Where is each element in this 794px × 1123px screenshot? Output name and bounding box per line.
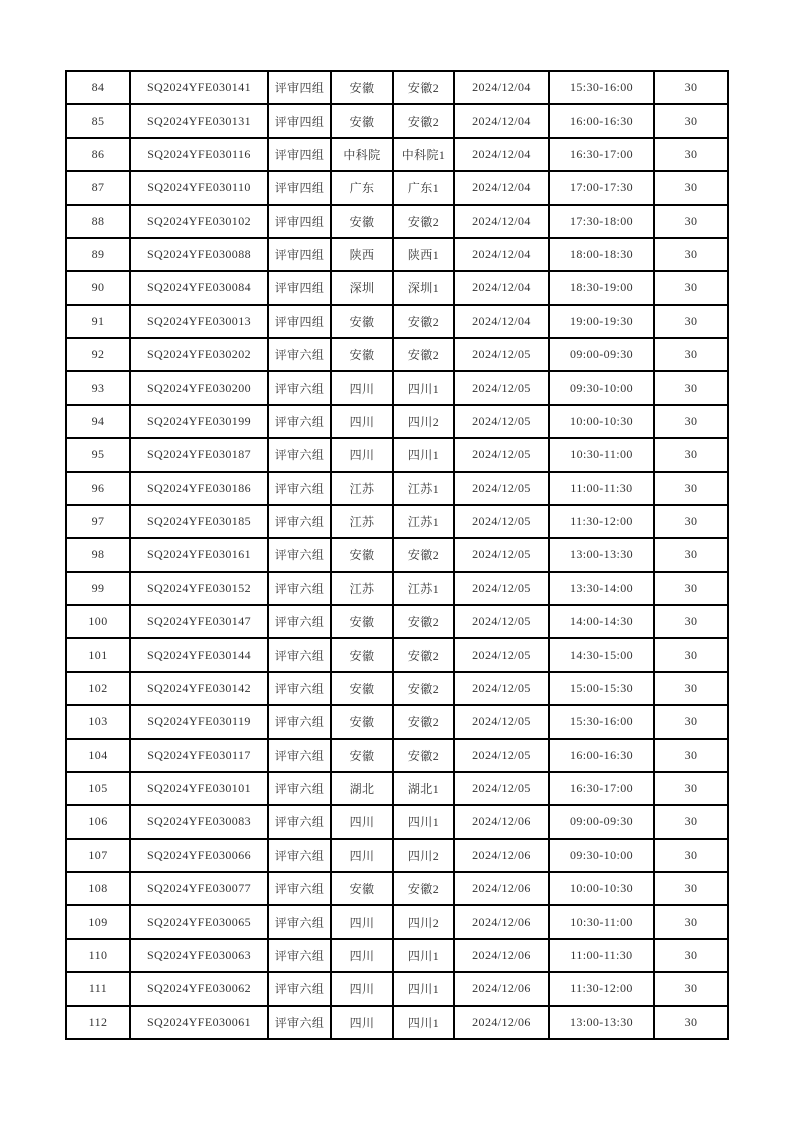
cell-province: 安徽 [331, 705, 393, 738]
cell-application-id: SQ2024YFE030199 [130, 405, 268, 438]
cell-room: 陕西1 [393, 238, 454, 271]
cell-review-group: 评审六组 [268, 405, 331, 438]
cell-review-group: 评审四组 [268, 205, 331, 238]
cell-time-slot: 09:30-10:00 [549, 371, 654, 404]
cell-index: 95 [66, 438, 130, 471]
cell-application-id: SQ2024YFE030110 [130, 171, 268, 204]
cell-index: 99 [66, 572, 130, 605]
cell-duration: 30 [654, 772, 728, 805]
cell-date: 2024/12/06 [454, 972, 549, 1005]
cell-room: 安徽2 [393, 672, 454, 705]
table-row [66, 705, 728, 738]
cell-index: 100 [66, 605, 130, 638]
cell-review-group: 评审六组 [268, 872, 331, 905]
cell-room: 四川2 [393, 405, 454, 438]
cell-index: 102 [66, 672, 130, 705]
cell-time-slot: 14:30-15:00 [549, 638, 654, 671]
table-row [66, 739, 728, 772]
cell-duration: 30 [654, 939, 728, 972]
cell-province: 湖北 [331, 772, 393, 805]
cell-duration: 30 [654, 905, 728, 938]
cell-time-slot: 11:30-12:00 [549, 505, 654, 538]
table-row [66, 772, 728, 805]
table-row [66, 371, 728, 404]
cell-date: 2024/12/04 [454, 71, 549, 104]
cell-duration: 30 [654, 438, 728, 471]
cell-index: 101 [66, 638, 130, 671]
cell-duration: 30 [654, 739, 728, 772]
cell-room: 四川1 [393, 939, 454, 972]
cell-index: 87 [66, 171, 130, 204]
cell-time-slot: 11:00-11:30 [549, 472, 654, 505]
cell-index: 97 [66, 505, 130, 538]
cell-time-slot: 09:00-09:30 [549, 338, 654, 371]
cell-time-slot: 16:00-16:30 [549, 739, 654, 772]
cell-index: 85 [66, 104, 130, 137]
cell-application-id: SQ2024YFE030186 [130, 472, 268, 505]
cell-province: 四川 [331, 972, 393, 1005]
cell-province: 安徽 [331, 739, 393, 772]
cell-date: 2024/12/05 [454, 405, 549, 438]
cell-index: 89 [66, 238, 130, 271]
cell-time-slot: 11:30-12:00 [549, 972, 654, 1005]
cell-duration: 30 [654, 505, 728, 538]
table-row [66, 271, 728, 304]
cell-application-id: SQ2024YFE030102 [130, 205, 268, 238]
table-row [66, 338, 728, 371]
cell-review-group: 评审六组 [268, 805, 331, 838]
cell-date: 2024/12/05 [454, 605, 549, 638]
cell-time-slot: 19:00-19:30 [549, 305, 654, 338]
cell-room: 江苏1 [393, 572, 454, 605]
cell-index: 106 [66, 805, 130, 838]
cell-index: 110 [66, 939, 130, 972]
cell-application-id: SQ2024YFE030065 [130, 905, 268, 938]
cell-province: 安徽 [331, 104, 393, 137]
cell-index: 104 [66, 739, 130, 772]
cell-application-id: SQ2024YFE030062 [130, 972, 268, 1005]
cell-time-slot: 17:30-18:00 [549, 205, 654, 238]
cell-review-group: 评审四组 [268, 271, 331, 304]
cell-review-group: 评审六组 [268, 638, 331, 671]
cell-province: 安徽 [331, 338, 393, 371]
cell-time-slot: 16:30-17:00 [549, 772, 654, 805]
cell-duration: 30 [654, 538, 728, 571]
cell-room: 广东1 [393, 171, 454, 204]
cell-time-slot: 13:00-13:30 [549, 538, 654, 571]
cell-index: 93 [66, 371, 130, 404]
cell-time-slot: 10:30-11:00 [549, 905, 654, 938]
cell-date: 2024/12/06 [454, 839, 549, 872]
cell-review-group: 评审六组 [268, 338, 331, 371]
cell-index: 86 [66, 138, 130, 171]
cell-review-group: 评审四组 [268, 305, 331, 338]
cell-time-slot: 16:30-17:00 [549, 138, 654, 171]
cell-room: 安徽2 [393, 705, 454, 738]
table-row [66, 138, 728, 171]
cell-application-id: SQ2024YFE030142 [130, 672, 268, 705]
table-row [66, 505, 728, 538]
cell-province: 安徽 [331, 605, 393, 638]
cell-application-id: SQ2024YFE030063 [130, 939, 268, 972]
cell-duration: 30 [654, 638, 728, 671]
cell-room: 四川1 [393, 1006, 454, 1040]
cell-date: 2024/12/05 [454, 472, 549, 505]
cell-application-id: SQ2024YFE030077 [130, 872, 268, 905]
cell-review-group: 评审四组 [268, 104, 331, 137]
cell-time-slot: 15:30-16:00 [549, 705, 654, 738]
cell-province: 安徽 [331, 872, 393, 905]
cell-review-group: 评审六组 [268, 939, 331, 972]
cell-duration: 30 [654, 205, 728, 238]
cell-province: 四川 [331, 1006, 393, 1040]
cell-date: 2024/12/06 [454, 872, 549, 905]
table-row [66, 104, 728, 137]
cell-application-id: SQ2024YFE030187 [130, 438, 268, 471]
cell-duration: 30 [654, 839, 728, 872]
cell-time-slot: 10:30-11:00 [549, 438, 654, 471]
cell-room: 安徽2 [393, 305, 454, 338]
cell-duration: 30 [654, 171, 728, 204]
cell-province: 中科院 [331, 138, 393, 171]
cell-room: 四川1 [393, 438, 454, 471]
cell-index: 111 [66, 972, 130, 1005]
cell-application-id: SQ2024YFE030152 [130, 572, 268, 605]
cell-application-id: SQ2024YFE030144 [130, 638, 268, 671]
cell-review-group: 评审六组 [268, 972, 331, 1005]
cell-date: 2024/12/06 [454, 905, 549, 938]
cell-province: 安徽 [331, 71, 393, 104]
cell-duration: 30 [654, 572, 728, 605]
cell-date: 2024/12/04 [454, 305, 549, 338]
cell-time-slot: 11:00-11:30 [549, 939, 654, 972]
cell-province: 四川 [331, 405, 393, 438]
cell-index: 84 [66, 71, 130, 104]
cell-province: 江苏 [331, 572, 393, 605]
cell-review-group: 评审六组 [268, 772, 331, 805]
table-row [66, 171, 728, 204]
cell-review-group: 评审六组 [268, 572, 331, 605]
table-row [66, 472, 728, 505]
cell-province: 江苏 [331, 505, 393, 538]
cell-date: 2024/12/04 [454, 171, 549, 204]
cell-province: 四川 [331, 939, 393, 972]
cell-application-id: SQ2024YFE030161 [130, 538, 268, 571]
table-row [66, 672, 728, 705]
cell-date: 2024/12/05 [454, 572, 549, 605]
cell-date: 2024/12/04 [454, 138, 549, 171]
schedule-table [65, 70, 729, 1040]
cell-application-id: SQ2024YFE030013 [130, 305, 268, 338]
cell-room: 安徽2 [393, 538, 454, 571]
cell-room: 中科院1 [393, 138, 454, 171]
cell-province: 四川 [331, 805, 393, 838]
table-row [66, 71, 728, 104]
cell-index: 88 [66, 205, 130, 238]
cell-review-group: 评审六组 [268, 371, 331, 404]
cell-application-id: SQ2024YFE030116 [130, 138, 268, 171]
cell-date: 2024/12/04 [454, 104, 549, 137]
cell-time-slot: 13:00-13:30 [549, 1006, 654, 1040]
cell-province: 陕西 [331, 238, 393, 271]
cell-date: 2024/12/04 [454, 205, 549, 238]
cell-duration: 30 [654, 872, 728, 905]
cell-application-id: SQ2024YFE030202 [130, 338, 268, 371]
table-row [66, 305, 728, 338]
table-row [66, 405, 728, 438]
cell-province: 安徽 [331, 305, 393, 338]
cell-index: 105 [66, 772, 130, 805]
cell-date: 2024/12/06 [454, 1006, 549, 1040]
table-row [66, 205, 728, 238]
cell-duration: 30 [654, 238, 728, 271]
cell-application-id: SQ2024YFE030083 [130, 805, 268, 838]
cell-province: 深圳 [331, 271, 393, 304]
cell-time-slot: 15:30-16:00 [549, 71, 654, 104]
table-row [66, 839, 728, 872]
cell-duration: 30 [654, 138, 728, 171]
cell-duration: 30 [654, 605, 728, 638]
cell-duration: 30 [654, 705, 728, 738]
table-row [66, 605, 728, 638]
cell-index: 109 [66, 905, 130, 938]
cell-application-id: SQ2024YFE030117 [130, 739, 268, 772]
cell-duration: 30 [654, 338, 728, 371]
cell-room: 深圳1 [393, 271, 454, 304]
cell-date: 2024/12/05 [454, 338, 549, 371]
cell-duration: 30 [654, 104, 728, 137]
cell-review-group: 评审六组 [268, 605, 331, 638]
cell-time-slot: 17:00-17:30 [549, 171, 654, 204]
cell-room: 安徽2 [393, 71, 454, 104]
table-row [66, 939, 728, 972]
cell-index: 91 [66, 305, 130, 338]
cell-time-slot: 18:00-18:30 [549, 238, 654, 271]
cell-index: 112 [66, 1006, 130, 1040]
table-row [66, 538, 728, 571]
cell-index: 98 [66, 538, 130, 571]
cell-date: 2024/12/05 [454, 772, 549, 805]
cell-time-slot: 13:30-14:00 [549, 572, 654, 605]
cell-time-slot: 16:00-16:30 [549, 104, 654, 137]
cell-application-id: SQ2024YFE030088 [130, 238, 268, 271]
cell-room: 四川1 [393, 972, 454, 1005]
cell-duration: 30 [654, 305, 728, 338]
cell-duration: 30 [654, 1006, 728, 1040]
cell-review-group: 评审六组 [268, 672, 331, 705]
cell-date: 2024/12/05 [454, 505, 549, 538]
cell-date: 2024/12/05 [454, 438, 549, 471]
cell-review-group: 评审六组 [268, 505, 331, 538]
cell-date: 2024/12/05 [454, 739, 549, 772]
cell-time-slot: 10:00-10:30 [549, 872, 654, 905]
cell-application-id: SQ2024YFE030200 [130, 371, 268, 404]
cell-province: 安徽 [331, 205, 393, 238]
cell-date: 2024/12/05 [454, 538, 549, 571]
cell-application-id: SQ2024YFE030084 [130, 271, 268, 304]
table-row [66, 572, 728, 605]
cell-date: 2024/12/05 [454, 672, 549, 705]
cell-room: 安徽2 [393, 638, 454, 671]
cell-room: 安徽2 [393, 872, 454, 905]
schedule-table-body [66, 71, 728, 1039]
cell-duration: 30 [654, 472, 728, 505]
cell-room: 江苏1 [393, 472, 454, 505]
cell-room: 安徽2 [393, 338, 454, 371]
cell-province: 安徽 [331, 538, 393, 571]
cell-room: 四川1 [393, 371, 454, 404]
cell-province: 广东 [331, 171, 393, 204]
table-row [66, 905, 728, 938]
cell-province: 江苏 [331, 472, 393, 505]
cell-province: 安徽 [331, 638, 393, 671]
cell-application-id: SQ2024YFE030131 [130, 104, 268, 137]
cell-index: 103 [66, 705, 130, 738]
cell-application-id: SQ2024YFE030119 [130, 705, 268, 738]
cell-review-group: 评审六组 [268, 905, 331, 938]
table-row [66, 438, 728, 471]
cell-duration: 30 [654, 805, 728, 838]
cell-date: 2024/12/06 [454, 939, 549, 972]
cell-application-id: SQ2024YFE030066 [130, 839, 268, 872]
cell-date: 2024/12/04 [454, 238, 549, 271]
cell-room: 安徽2 [393, 104, 454, 137]
cell-duration: 30 [654, 371, 728, 404]
cell-province: 四川 [331, 905, 393, 938]
cell-duration: 30 [654, 271, 728, 304]
cell-time-slot: 09:30-10:00 [549, 839, 654, 872]
cell-duration: 30 [654, 405, 728, 438]
cell-time-slot: 09:00-09:30 [549, 805, 654, 838]
cell-time-slot: 10:00-10:30 [549, 405, 654, 438]
cell-review-group: 评审六组 [268, 839, 331, 872]
cell-time-slot: 18:30-19:00 [549, 271, 654, 304]
table-row [66, 872, 728, 905]
cell-application-id: SQ2024YFE030101 [130, 772, 268, 805]
cell-review-group: 评审四组 [268, 238, 331, 271]
table-row [66, 1006, 728, 1040]
cell-room: 安徽2 [393, 739, 454, 772]
cell-review-group: 评审六组 [268, 472, 331, 505]
cell-review-group: 评审六组 [268, 739, 331, 772]
cell-index: 94 [66, 405, 130, 438]
cell-date: 2024/12/05 [454, 371, 549, 404]
cell-room: 安徽2 [393, 605, 454, 638]
cell-date: 2024/12/05 [454, 638, 549, 671]
cell-room: 四川2 [393, 839, 454, 872]
cell-province: 四川 [331, 438, 393, 471]
cell-index: 92 [66, 338, 130, 371]
table-row [66, 805, 728, 838]
cell-review-group: 评审六组 [268, 538, 331, 571]
cell-province: 四川 [331, 839, 393, 872]
cell-duration: 30 [654, 672, 728, 705]
cell-application-id: SQ2024YFE030141 [130, 71, 268, 104]
table-row [66, 972, 728, 1005]
cell-room: 四川2 [393, 905, 454, 938]
cell-room: 湖北1 [393, 772, 454, 805]
cell-index: 90 [66, 271, 130, 304]
cell-review-group: 评审六组 [268, 438, 331, 471]
cell-room: 江苏1 [393, 505, 454, 538]
cell-review-group: 评审四组 [268, 71, 331, 104]
cell-index: 108 [66, 872, 130, 905]
cell-date: 2024/12/06 [454, 805, 549, 838]
table-row [66, 638, 728, 671]
cell-duration: 30 [654, 972, 728, 1005]
cell-time-slot: 15:00-15:30 [549, 672, 654, 705]
cell-review-group: 评审四组 [268, 171, 331, 204]
cell-application-id: SQ2024YFE030185 [130, 505, 268, 538]
cell-room: 安徽2 [393, 205, 454, 238]
cell-index: 107 [66, 839, 130, 872]
cell-province: 安徽 [331, 672, 393, 705]
cell-application-id: SQ2024YFE030147 [130, 605, 268, 638]
cell-time-slot: 14:00-14:30 [549, 605, 654, 638]
cell-province: 四川 [331, 371, 393, 404]
cell-application-id: SQ2024YFE030061 [130, 1006, 268, 1040]
cell-room: 四川1 [393, 805, 454, 838]
cell-review-group: 评审六组 [268, 1006, 331, 1040]
cell-date: 2024/12/05 [454, 705, 549, 738]
cell-duration: 30 [654, 71, 728, 104]
cell-date: 2024/12/04 [454, 271, 549, 304]
cell-review-group: 评审四组 [268, 138, 331, 171]
cell-review-group: 评审六组 [268, 705, 331, 738]
cell-index: 96 [66, 472, 130, 505]
table-row [66, 238, 728, 271]
